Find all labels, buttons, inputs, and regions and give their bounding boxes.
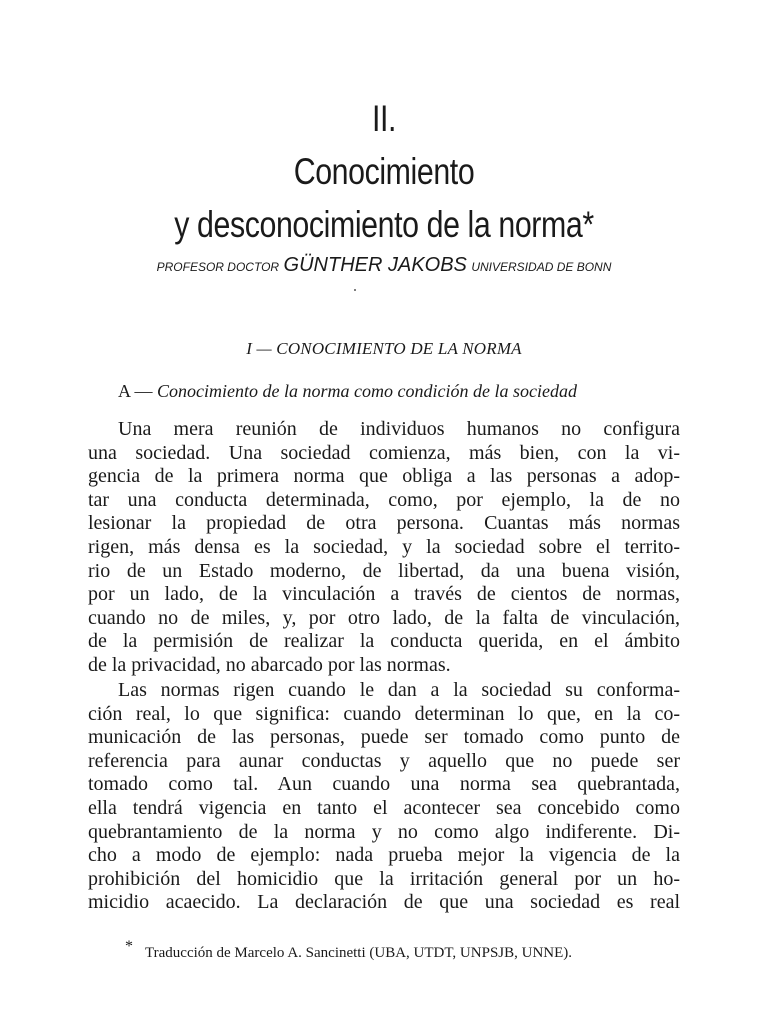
subsection-title — [118, 381, 577, 402]
paragraph-1 — [88, 418, 680, 678]
paragraph-line: tar una conducta determinada, como, por ejemplo, la de no — [88, 488, 680, 511]
chapter-number: II. — [371, 98, 397, 139]
paragraph-line: una sociedad. Una sociedad comienza, más bien, con la vi- — [88, 441, 680, 464]
paragraph-line: prohibición del homicidio que la irritación general por un ho- — [88, 867, 680, 890]
print-speck — [354, 289, 356, 291]
section-title: I — CONOCIMIENTO DE LA NORMA — [246, 339, 522, 358]
paragraph-line: micidio acaecido. La declaración de que una sociedad es real — [88, 891, 680, 914]
paragraph-2 — [88, 679, 680, 915]
paragraph-line: gencia de la primera norma que obliga a las personas a adop- — [88, 465, 680, 488]
paragraph-line: de la privacidad, no abarcado por las normas. — [88, 653, 451, 676]
footnote-mark: * — [125, 938, 133, 955]
paragraph-line: cho a modo de ejemplo: nada prueba mejor la vigencia de la — [88, 844, 680, 867]
author-affiliation: UNIVERSIDAD DE BONN — [471, 260, 612, 274]
paragraph-line: rio de un Estado moderno, de libertad, da una buena visión, — [88, 559, 680, 582]
footnote — [125, 938, 573, 962]
paragraph-line: referencia para aunar conductas y aquello que no puede ser — [88, 749, 680, 772]
paragraph-line: Las normas rigen cuando le dan a la sociedad su conforma- — [118, 679, 680, 701]
chapter-title-line-1: Conocimiento — [293, 151, 475, 192]
author-prefix: PROFESOR DOCTOR — [156, 260, 280, 274]
chapter-title-line-2: y desconocimiento de la norma* — [174, 204, 594, 245]
paragraph-line: de la permisión de realizar la conducta querida, en el ámbito — [88, 630, 680, 653]
chapter-heading — [69, 92, 699, 251]
paragraph-line: lesionar la propiedad de otra persona. Cuantas más normas — [88, 512, 680, 535]
footnote-text: Traducción de Marcelo A. Sancinetti (UBA, UTDT, UNPSJB, UNNE). — [145, 945, 573, 961]
paragraph-line: por un lado, de la vinculación a través de cientos de normas, — [88, 583, 680, 606]
subsection-letter: A — — [118, 381, 153, 401]
paragraph-line: tomado como tal. Aun cuando una norma sea quebrantada, — [88, 773, 680, 796]
paragraph-line: municación de las personas, puede ser tomado como punto de — [88, 726, 680, 749]
paragraph-line: quebrantamiento de la norma y no como algo indiferente. Di- — [88, 820, 680, 843]
paragraph-line: Una mera reunión de individuos humanos no configura — [118, 418, 680, 440]
paragraph-line: ción real, lo que significa: cuando determinan lo que, en la co- — [88, 702, 680, 725]
subsection-text: Conocimiento de la norma como condición de la sociedad — [157, 381, 577, 401]
paragraph-line: cuando no de miles, y, por otro lado, de la falta de vinculación, — [88, 606, 680, 629]
author-name: GÜNTHER JAKOBS — [283, 254, 467, 276]
paragraph-line: rigen, más densa es la sociedad, y la sociedad sobre el territo- — [88, 535, 680, 558]
paragraph-line: ella tendrá vigencia en tanto el acontecer sea concebido como — [88, 796, 680, 819]
author-line — [0, 254, 768, 277]
